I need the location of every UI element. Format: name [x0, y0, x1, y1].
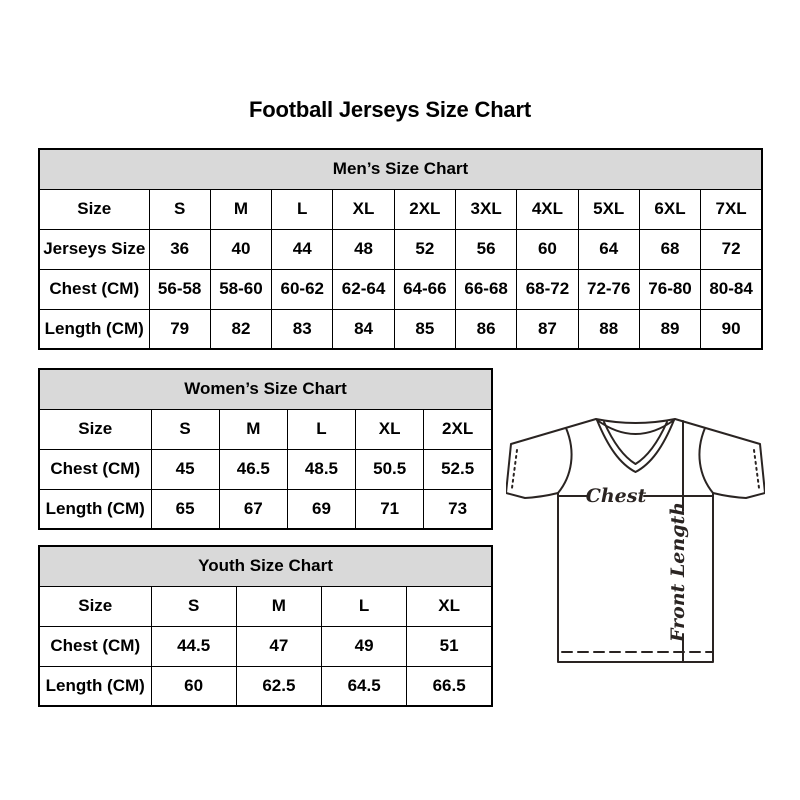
value-cell: 7XL — [701, 189, 762, 229]
page-title: Football Jerseys Size Chart — [249, 97, 531, 122]
value-cell: 48.5 — [287, 449, 355, 489]
value-cell: 71 — [356, 489, 424, 529]
table-row — [39, 449, 492, 489]
table-row — [39, 229, 762, 269]
value-cell: 51 — [407, 626, 492, 666]
value-cell: 44.5 — [151, 626, 236, 666]
value-cell: M — [210, 189, 271, 229]
value-cell: 67 — [219, 489, 287, 529]
left-sleeve-seam — [558, 428, 572, 493]
womens-size-table — [38, 368, 493, 530]
value-cell: 58-60 — [210, 269, 271, 309]
value-cell: 64 — [578, 229, 639, 269]
value-cell: 88 — [578, 309, 639, 349]
table-row — [39, 189, 762, 229]
value-cell: 68-72 — [517, 269, 578, 309]
value-cell: 86 — [455, 309, 516, 349]
value-cell: 60 — [517, 229, 578, 269]
value-cell: 69 — [287, 489, 355, 529]
right-sleeve-seam — [699, 428, 713, 493]
table-title: Men’s Size Chart — [39, 149, 762, 189]
row-label-cell: Size — [39, 189, 149, 229]
row-label-cell: Length (CM) — [39, 489, 151, 529]
value-cell: S — [151, 409, 219, 449]
value-cell: 5XL — [578, 189, 639, 229]
value-cell: 45 — [151, 449, 219, 489]
value-cell: 73 — [424, 489, 492, 529]
value-cell: 62-64 — [333, 269, 394, 309]
value-cell: L — [272, 189, 333, 229]
row-label-cell: Size — [39, 586, 151, 626]
table-row — [39, 626, 492, 666]
value-cell: 46.5 — [219, 449, 287, 489]
value-cell: 2XL — [424, 409, 492, 449]
table-row — [39, 409, 492, 449]
value-cell: 87 — [517, 309, 578, 349]
value-cell: 72-76 — [578, 269, 639, 309]
value-cell: 52 — [394, 229, 455, 269]
value-cell: XL — [407, 586, 492, 626]
value-cell: 79 — [149, 309, 210, 349]
table-row — [39, 666, 492, 706]
table-row — [39, 586, 492, 626]
row-label-cell: Size — [39, 409, 151, 449]
value-cell: 64.5 — [322, 666, 407, 706]
table-title-row — [39, 149, 762, 189]
row-label-cell: Jerseys Size — [39, 229, 149, 269]
value-cell: 80-84 — [701, 269, 762, 309]
value-cell: 66-68 — [455, 269, 516, 309]
value-cell: 62.5 — [236, 666, 321, 706]
mens-size-table — [38, 148, 763, 350]
value-cell: 56 — [455, 229, 516, 269]
value-cell: 48 — [333, 229, 394, 269]
value-cell: 47 — [236, 626, 321, 666]
table-title-row — [39, 546, 492, 586]
row-label-cell: Length (CM) — [39, 309, 149, 349]
value-cell: 36 — [149, 229, 210, 269]
table-title: Women’s Size Chart — [39, 369, 492, 409]
value-cell: 52.5 — [424, 449, 492, 489]
value-cell: 44 — [272, 229, 333, 269]
value-cell: 89 — [639, 309, 700, 349]
front-length-label: Front Length — [667, 501, 689, 643]
value-cell: 90 — [701, 309, 762, 349]
value-cell: 83 — [272, 309, 333, 349]
youth-size-table — [38, 545, 493, 707]
value-cell: M — [236, 586, 321, 626]
value-cell: 56-58 — [149, 269, 210, 309]
value-cell: 66.5 — [407, 666, 492, 706]
value-cell: 76-80 — [639, 269, 700, 309]
value-cell: M — [219, 409, 287, 449]
collar-inner-v — [604, 422, 667, 464]
value-cell: S — [151, 586, 236, 626]
table-title-row — [39, 369, 492, 409]
value-cell: 40 — [210, 229, 271, 269]
jersey-outline — [506, 419, 765, 662]
left-cuff-stitch-line — [512, 450, 517, 488]
table-title: Youth Size Chart — [39, 546, 492, 586]
row-label-cell: Chest (CM) — [39, 449, 151, 489]
value-cell: 64-66 — [394, 269, 455, 309]
value-cell: 6XL — [639, 189, 700, 229]
value-cell: 60 — [151, 666, 236, 706]
value-cell: 4XL — [517, 189, 578, 229]
value-cell: XL — [333, 189, 394, 229]
row-label-cell: Chest (CM) — [39, 626, 151, 666]
value-cell: 68 — [639, 229, 700, 269]
value-cell: S — [149, 189, 210, 229]
value-cell: 85 — [394, 309, 455, 349]
chest-label: Chest — [585, 485, 647, 507]
value-cell: 65 — [151, 489, 219, 529]
table-row — [39, 309, 762, 349]
row-label-cell: Length (CM) — [39, 666, 151, 706]
value-cell: L — [287, 409, 355, 449]
value-cell: 49 — [322, 626, 407, 666]
value-cell: 60-62 — [272, 269, 333, 309]
value-cell: 72 — [701, 229, 762, 269]
value-cell: 82 — [210, 309, 271, 349]
right-cuff-stitch-line — [754, 450, 759, 488]
value-cell: 2XL — [394, 189, 455, 229]
row-label-cell: Chest (CM) — [39, 269, 149, 309]
value-cell: 50.5 — [356, 449, 424, 489]
value-cell: 3XL — [455, 189, 516, 229]
value-cell: 84 — [333, 309, 394, 349]
table-row — [39, 489, 492, 529]
jersey-measurement-diagram — [506, 414, 765, 666]
table-row — [39, 269, 762, 309]
value-cell: L — [322, 586, 407, 626]
value-cell: XL — [356, 409, 424, 449]
